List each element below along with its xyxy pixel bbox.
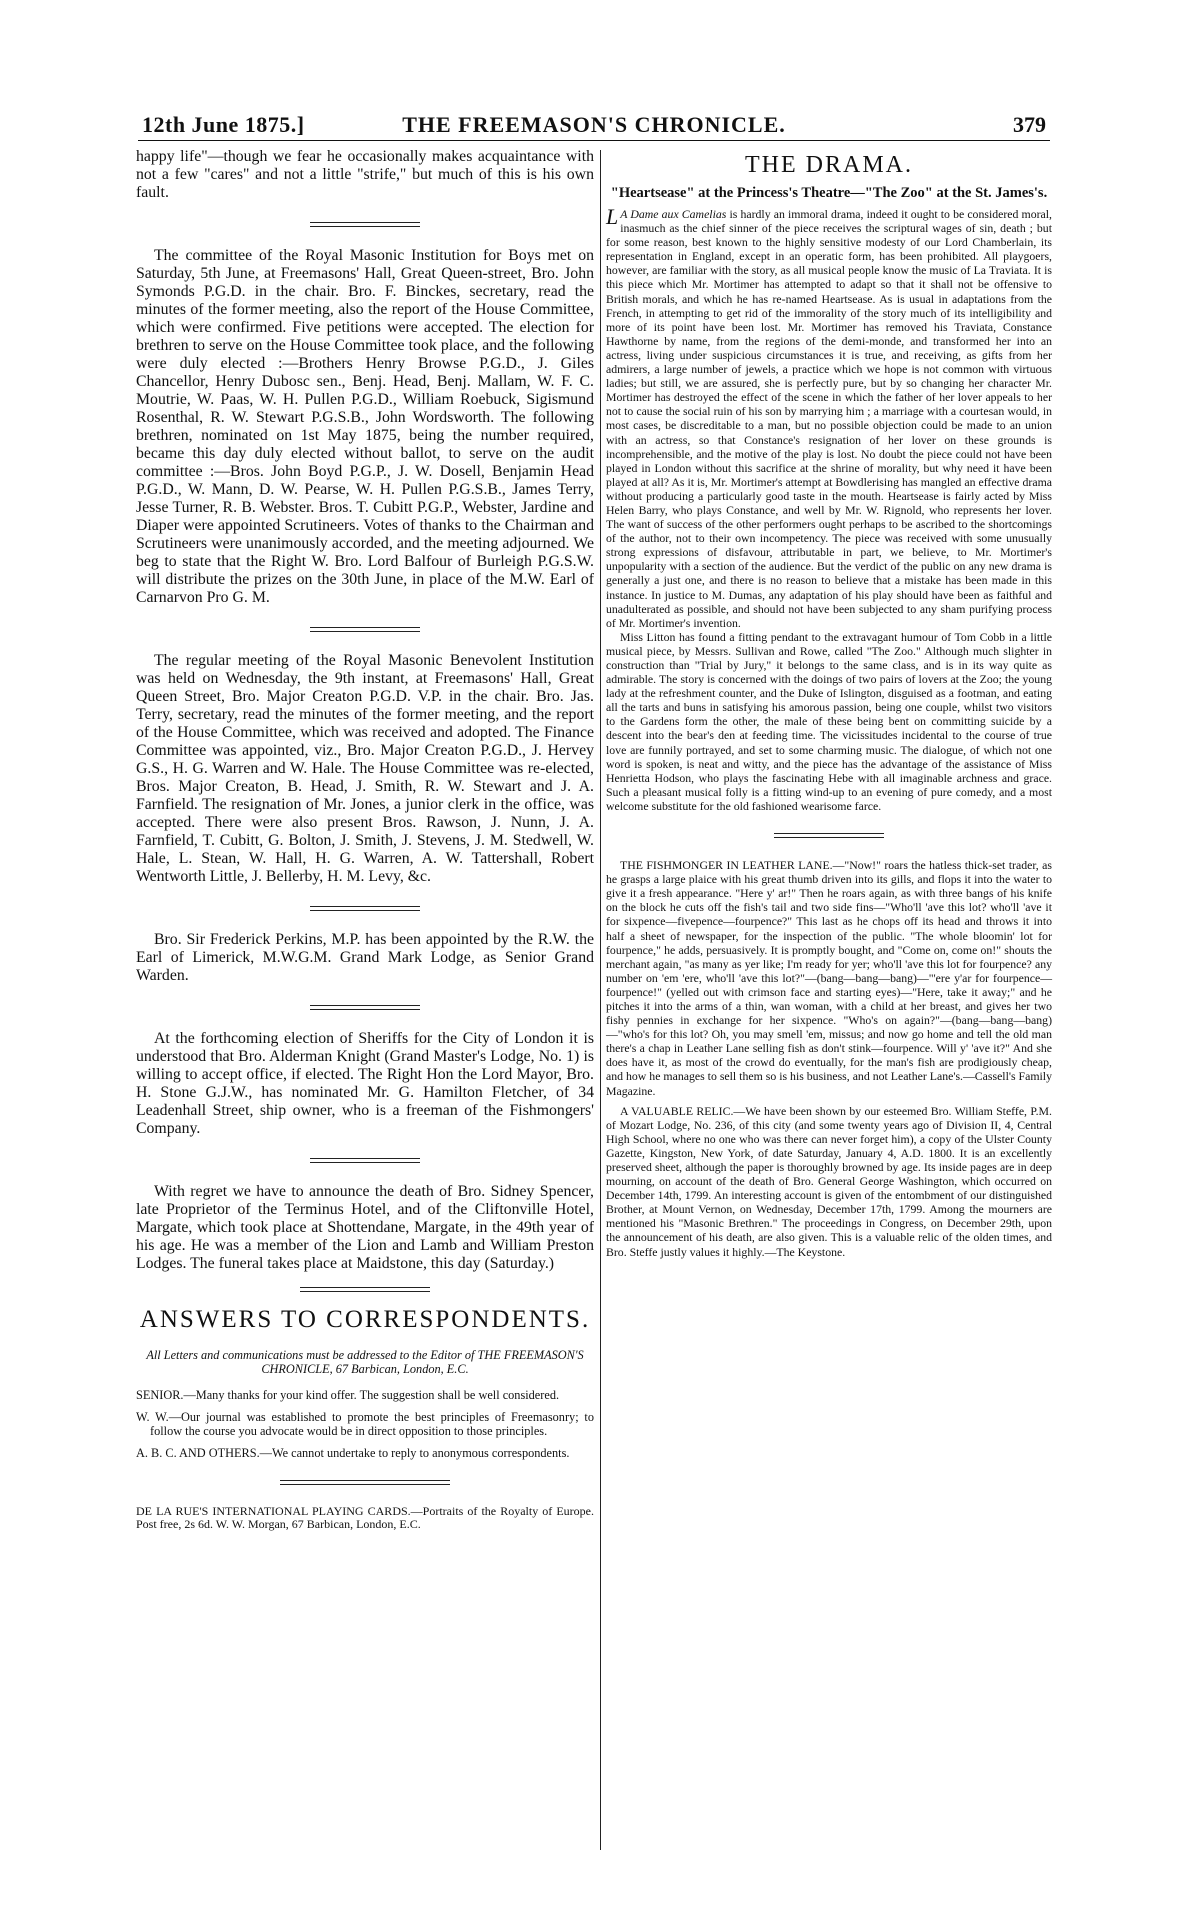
correspondent-name: A. B. C. AND OTHERS. [136, 1446, 260, 1460]
relic-article [606, 1104, 1052, 1259]
left-column [136, 148, 594, 1531]
separator [310, 906, 420, 911]
benevolent-institution-paragraph: The regular meeting of the Royal Masonic Benevolent Institution was held on Wednesday, the 9th instant, at Freemasons' Hall, Great Queen Street, Bro. Major Creaton P.G.D. V.P. in the chair. Bro. Jas. Terry, secretary, read the minutes of the former meeting, and the report of the House Committee, which was received and adopted. The Finance Committee was appointed, viz., Bro. Major Creaton P.G.D., J. Hervey G.S., H. G. Warren and W. Hale. The House Committee was re-elected, Bros. Major Creaton, B. Head, J. Smith, R. W. Stewart and J. A. Farnfield. The resignation of Mr. Jones, a junior clerk in the office, was accepted. There were also present Bros. Rawson, J. Nunn, J. A. Farnfield, T. Cubitt, G. Bolton, J. Smith, J. Stevens, J. M. Stedwell, W. Hale, L. Stean, W. Hall, H. G. Warren, A. W. Tattershall, Robert Wentworth Little, J. Bellerby, H. M. Levy, &c. [136, 652, 594, 885]
answers-heading: ANSWERS TO CORRESPONDENTS. [139, 1306, 591, 1333]
editor-notice: All Letters and communications must be addressed to the Editor of THE FREEMASON'S CHRONICLE, 67 Barbican, London, E.C. [146, 1348, 584, 1376]
fishmonger-article [606, 858, 1052, 1098]
page-number: 379 [1013, 112, 1046, 137]
separator [310, 1005, 420, 1010]
correspondent-name: SENIOR. [136, 1388, 184, 1402]
advertiser-name: DE LA RUE'S INTERNATIONAL PLAYING CARDS. [136, 1504, 411, 1518]
masthead-title: THE FREEMASON'S CHRONICLE. [402, 112, 786, 137]
boys-institution-paragraph: The committee of the Royal Masonic Institution for Boys met on Saturday, 5th June, at Freemasons' Hall, Great Queen-street, Bro. John Symonds P.G.D. in the chair. Bro. F. Binckes, secretary, read the minutes of the former meeting, also the report of the House Committee, which were confirmed. Five petitions were accepted. The election for brethren to serve on the House Committee took place, and the following were duly elected :—Brothers Henry Browse P.G.D., J. Giles Chancellor, Henry Dubosc sen., Benj. Head, Benj. Mallam, W. F. C. Moutrie, W. Paas, W. H. Pullen P.G.D., William Roebuck, Sigismund Rosenthal, R. W. Stewart P.G.S.B., John Wordsworth. The following brethren, nominated on 1st May 1875, being the number required, became this day duly elected without ballot, to serve on the audit committee :—Bros. John Boyd P.G.P., J. W. Dosell, Benjamin Head P.G.D., W. Mann, D. W. Pearse, W. H. Pullen P.G.S.B., James Terry, Jesse Turner, R. B. Webster. Bros. T. Cubitt P.G.P., Webster, Jardine and Diaper were appointed Scrutineers. Votes of thanks to the Chairman and Scrutineers were unanimously accorded, and the meeting adjourned. We beg to state that the Right W. Bro. Lord Balfour of Burleigh P.G.S.W. will distribute the prizes on the 30th June, in place of the M.W. Earl of Carnarvon Pro G. M. [136, 247, 594, 606]
sheriffs-paragraph: At the forthcoming election of Sheriffs for the City of London it is understood that Bro. Alderman Knight (Grand Master's Lodge, No. 1) is willing to accept office, if elected. The Right Hon the Lord Mayor, Bro. H. Stone G.J.W., has nominated Mr. G. Hamilton Fletcher, of 34 Leadenhall Street, ship owner, who is a freeman of the Fishmongers' Company. [136, 1030, 594, 1137]
right-column [606, 148, 1052, 1259]
separator [310, 222, 420, 227]
correspondent-ww [136, 1410, 594, 1438]
play-title: A Dame aux Camelias [620, 207, 727, 221]
separator [774, 833, 884, 838]
correspondent-senior [136, 1388, 594, 1402]
column-divider [600, 150, 601, 1850]
correspondent-name: W. W. [136, 1410, 169, 1424]
advertisement-text: —Portraits of the Royalty of Europe. Post free, 2s 6d. W. W. Morgan, 67 Barbican, London, E.C. [136, 1504, 594, 1531]
correspondent-reply: —Many thanks for your kind offer. The suggestion shall be well considered. [183, 1388, 560, 1402]
drama-heading: THE DRAMA. [745, 152, 913, 178]
separator [310, 1158, 420, 1163]
correspondent-reply: —We cannot undertake to reply to anonymous correspondents. [259, 1446, 570, 1460]
correspondent-reply: —Our journal was established to promote the best principles of Freemasonry; to follow the course you advocate would be in direct opposition to those principles. [150, 1410, 594, 1438]
separator [280, 1480, 450, 1485]
review-text: is hardly an immoral drama, indeed it ought to be considered moral, inasmuch as the chief sinner of the piece receives the scriptural wages of sin, death ; but for some reason, best known to the highly sensitive modesty of our Lord Chamberlain, its representation in England, except in an operatic form, has been prohibited. All playgoers, however, are familiar with the story, as all musical people know the music of La Traviata. It is this piece which Mr. Mortimer has attempted to adapt so that it shall not be offensive to British morals, and which he has re-named Heartsease. As is usual in adaptations from the French, in attempting to get rid of the immorality of the story much of its intelligibility and more of its point have been lost. Mr. Mortimer has removed his Traviata, Constance Hawthorne by name, from the regions of the demi-monde, and transformed her into an actress, living under suspicious circumstances it is true, and receiving, as gifts from her admirers, a large number of jewels, a practice which we hope is not common with virtuous ladies; but still, we are assured, she is perfectly pure, but by so changing her character Mr. Mortimer has destroyed the effect of the scene in which the father of her lover appeals to her not to cause the social ruin of his son by marrying him ; a marriage with a courtesan would, in most cases, be discreditable to a man, but no possible objection could be made to an union with an actress, so that Constance's resignation of her lover on these grounds is incomprehensible, and the motive of the play is lost. No doubt the piece could not have been played in London without this sacrifice at the shrine of morality, but why need it have been played at all? As it is, Mr. Mortimer's attempt at Bowdlerising has mangled an effective drama without producing a particularly good taste in the mouth. Heartsease is fairly acted by Miss Helen Barry, who plays Constance, and well by Mr. W. Rignold, who represents her lover. The want of success of the other performers ought perhaps to be ascribed to the shortcomings of the author, not to their own incompetency. The piece was received with some unusually strong expressions of disfavour, attributable in part, we believe, to Mr. Mortimer's unpopularity with a section of the audience. But the verdict of the public on any new drama is generally a just one, and there is no reason to believe that a mistake has been made in this instance. In justice to M. Dumas, any adaptation of his play should have been as faithful and unadulterated as possible, and should not have been subjected to any sham purifying process of Mr. Mortimer's invention. [606, 207, 1052, 630]
separator [310, 627, 420, 632]
drop-cap: L [606, 204, 619, 229]
advertisement [136, 1505, 594, 1531]
article-text: —"Now!" roars the hatless thick-set trader, as he grasps a large plaice with his great thumb driven into its gills, and flops it into the water to give it a fresh appearance. "Here y' ar!" Then he roars again, as with three bangs of his knife on the block he cuts off the fish's tail and two side fins—"Who'll 'ave this lot? who'll 'ave it for sixpence—fivepence—fourpence?" This last as he chops off its head and throws it into half a sheet of newspaper, for the inspection of the public. "The whole bloomin' lot for fourpence," he adds, persuasively. It is promptly bought, and "Come on, come on!" shouts the merchant again, "as many as yer like; I'm ready for yer; who'll 'ave this lot for fourpence? any number on 'em 'ere, who'll 'ave this lot?"—(bang—bang—bang)—"'ere y'ar for fourpence—fourpence!" (yelled out with crimson face and starting eyes)—"Here, take it away;" and he pitches it into the arms of a thin, wan woman, with a child at her breast, and gives her two fishy pennies in exchange for her sixpence. "Who's on again?"—(bang—bang—bang)—"who's for this lot? Oh, you may smell 'em, missus; and now go home and tell the old man there's a chap in Leather Lane selling fish as don't stink—fourpence. Will y' 'ave it?" And she does have it, as most of the crowd do eventually, for the man's fish are prodigiously cheap, and how he manages to sell them so is his business, and not Leather Lane's.—Cassell's Family Magazine. [606, 858, 1052, 1098]
correspondent-abc [136, 1446, 594, 1460]
article-text: —We have been shown by our esteemed Bro. William Steffe, P.M. of Mozart Lodge, No. 236, of this city (and some twenty years ago of Division II, 4, Central High School, where no one who was there can never forget him), a copy of the Ulster County Gazette, Kingston, New York, of date Saturday, January 4, A.D. 1800. It is an excellently preserved sheet, although the paper is thoroughly browned by age. Its inside pages are in deep mourning, on account of the death of Bro. General George Washington, which occurred on December 14th, 1799. An interesting account is given of the entombment of our distinguished Brother, at Mount Vernon, on Wednesday, December 17th, 1799. Among the mourners are mentioned his "Masonic Brethren." The proceedings in Congress, on December 29th, upon the announcement of his death, are also given. This is a valuable relic of the olden times, and Bro. Steffe justly values it highly.—The Keystone. [606, 1103, 1052, 1259]
drama-subheading: "Heartsease" at the Princess's Theatre—"The Zoo" at the St. James's. [610, 185, 1048, 201]
issue-date: 12th June 1875.] [142, 112, 305, 137]
page-header [138, 112, 1050, 141]
double-rule [300, 1287, 430, 1292]
continued-paragraph: happy life"—though we fear he occasionally makes acquaintance with not a few "cares" and not a little "strife," but much of this is his own fault. [136, 148, 594, 201]
perkins-paragraph: Bro. Sir Frederick Perkins, M.P. has been appointed by the R.W. the Earl of Limerick, M.W.G.M. Grand Mark Lodge, as Senior Grand Warden. [136, 931, 594, 984]
article-heading: THE FISHMONGER IN LEATHER LANE. [620, 858, 833, 873]
article-heading: A VALUABLE RELIC. [620, 1103, 734, 1118]
heartsease-review [606, 204, 1052, 630]
zoo-review: Miss Litton has found a fitting pendant to the extravagant humour of Tom Cobb in a little musical piece, by Messrs. Sullivan and Rowe, called "The Zoo." Although much slighter in construction than "Trial by Jury," it belongs to the same class, and is in its way quite as admirable. The story is concerned with the doings of two pairs of lovers at the Zoo; the young lady at the refreshment counter, and the Duke of Islington, disguised as a footman, and eating all the tarts and buns in satisfying his amorous passion, being one couple, whilst two visitors to the Gardens form the other, the male of these being bent on committing suicide by a descent into the bear's den at feeding time. The vicissitudes incidental to the course of true love are funnily portrayed, and set to some charming music. The dialogue, of which not one word is spoken, is neat and witty, and the piece has the advantage of the assistance of Miss Henrietta Hodson, who plays the fascinating Hebe with all imaginable archness and grace. Such a pleasant musical folly is a fitting wind-up to an evening of pure comedy, and a most welcome substitute for the old fashioned wearisome farce. [606, 629, 1052, 813]
obituary-paragraph: With regret we have to announce the death of Bro. Sidney Spencer, late Proprietor of the Terminus Hotel, and of the Cliftonville Hotel, Margate, which took place at Shottendane, Margate, in the 49th year of his age. He was a member of the Lion and Lamb and William Preston Lodges. The funeral takes place at Maidstone, this day (Saturday.) [136, 1183, 594, 1272]
